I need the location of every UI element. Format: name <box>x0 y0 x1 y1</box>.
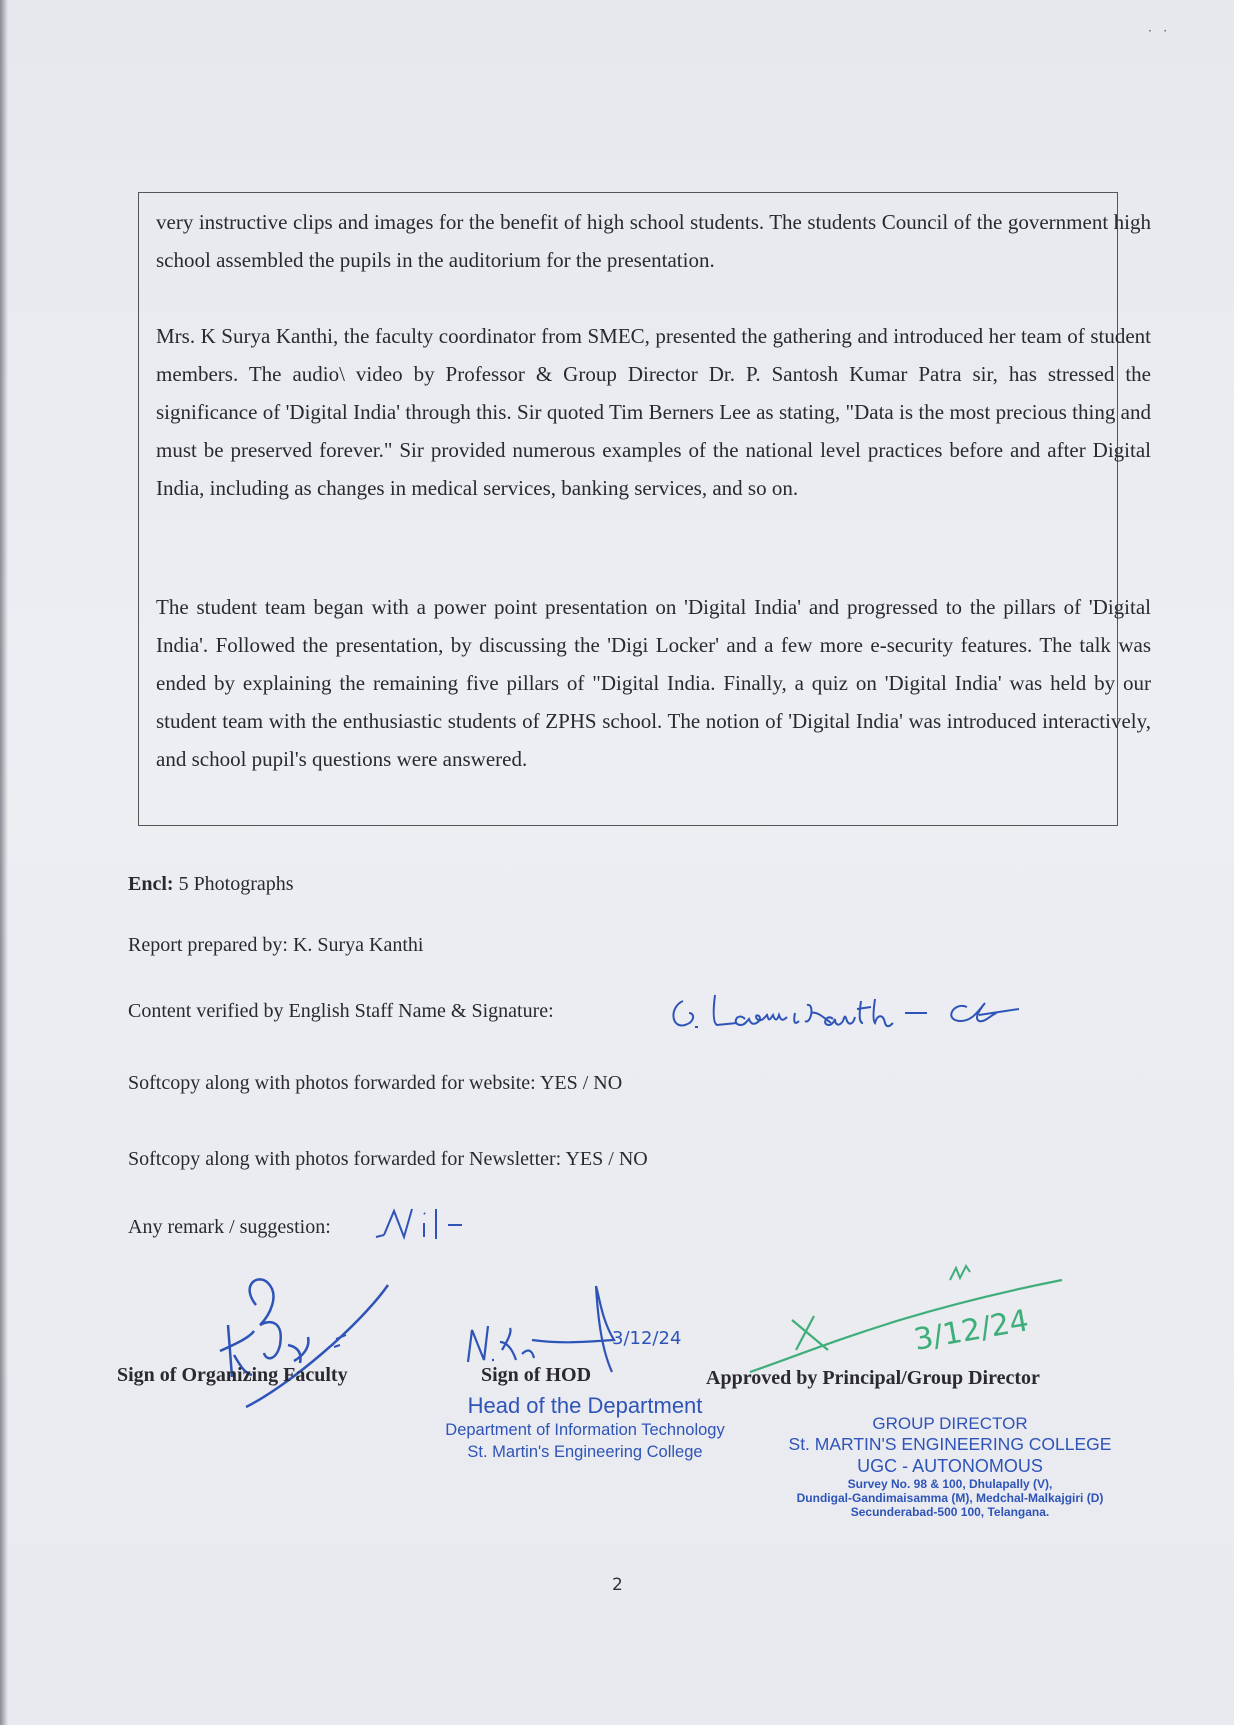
hod-stamp-department: Department of Information Technology <box>445 1421 725 1439</box>
enclosure-label: Encl: <box>128 873 174 895</box>
verifier-handwritten-signature <box>665 985 1055 1040</box>
newsletter-forward-line: Softcopy along with photos forwarded for Newsletter: YES / NO <box>128 1148 648 1170</box>
website-forward-line: Softcopy along with photos forwarded for website: YES / NO <box>128 1072 623 1094</box>
report-paragraph-2: Mrs. K Surya Kanthi, the faculty coordinator from SMEC, presented the gathering and introduced her team of student members. The audio\ video by Professor & Group Director Dr. P. Santosh Kumar Patra sir, has stressed the significance of 'Digital India' through this. Sir quoted Tim Berners Lee as stating, "Data is the most precious thing and must be preserved forever." Sir provided numerous examples of the national level practices before and after Digital India, including as changes in medical services, banking services, and so on. <box>156 324 1151 500</box>
enclosure-line <box>128 873 294 896</box>
director-stamp-district: Dundigal-Gandimaisamma (M), Medchal-Malkajgiri (D) <box>796 1491 1104 1505</box>
verified-by-label: Content verified by English Staff Name & Signature: <box>128 1000 554 1022</box>
hod-signed-date: 3/12/24 <box>612 1328 682 1349</box>
hod-signature-label: Sign of HOD <box>481 1364 592 1386</box>
report-paragraph-1: very instructive clips and images for the benefit of high school students. The students Council of the government high school assembled the pupils in the auditorium for the presentation. <box>156 210 1151 272</box>
remark-label: Any remark / suggestion: <box>128 1216 331 1238</box>
prepared-by: Report prepared by: K. Surya Kanthi <box>128 934 424 956</box>
page-number: 2 <box>612 1575 623 1595</box>
group-director-stamp <box>760 1413 1140 1519</box>
faculty-signature-label: Sign of Organizing Faculty <box>117 1364 348 1386</box>
hod-stamp <box>420 1393 750 1463</box>
principal-signature-label: Approved by Principal/Group Director <box>706 1367 1040 1389</box>
remark-handwritten-nil <box>372 1203 482 1245</box>
scan-speck: · · <box>1148 24 1168 38</box>
enclosure-value: 5 Photographs <box>178 873 294 895</box>
director-stamp-autonomous: UGC - AUTONOMOUS <box>857 1456 1043 1476</box>
faculty-handwritten-signature <box>210 1265 440 1410</box>
hod-stamp-title: Head of the Department <box>467 1393 703 1418</box>
principal-handwritten-signature <box>740 1250 1070 1385</box>
report-paragraph-3: The student team began with a power point presentation on 'Digital India' and progressed to the pillars of 'Digital India'. Followed the presentation, by discussing the 'Digi Locker' and a few more e-security features. The talk was ended by explaining the remaining five pillars of "Digital India. Finally, a quiz on 'Digital India' was held by our student team with the enthusiastic students of ZPHS school. The notion of 'Digital India' was introduced interactively, and school pupil's questions were answered. <box>156 595 1151 771</box>
principal-signed-date: 3/12/24 <box>911 1303 1032 1358</box>
director-stamp-city: Secunderabad-500 100, Telangana. <box>850 1505 1050 1519</box>
director-stamp-title: GROUP DIRECTOR <box>872 1414 1028 1433</box>
hod-stamp-college: St. Martin's Engineering College <box>467 1443 703 1461</box>
director-stamp-college: St. MARTIN'S ENGINEERING COLLEGE <box>788 1434 1112 1454</box>
scan-edge-shadow <box>0 0 8 1725</box>
director-stamp-survey: Survey No. 98 & 100, Dhulapally (V), <box>847 1477 1053 1491</box>
